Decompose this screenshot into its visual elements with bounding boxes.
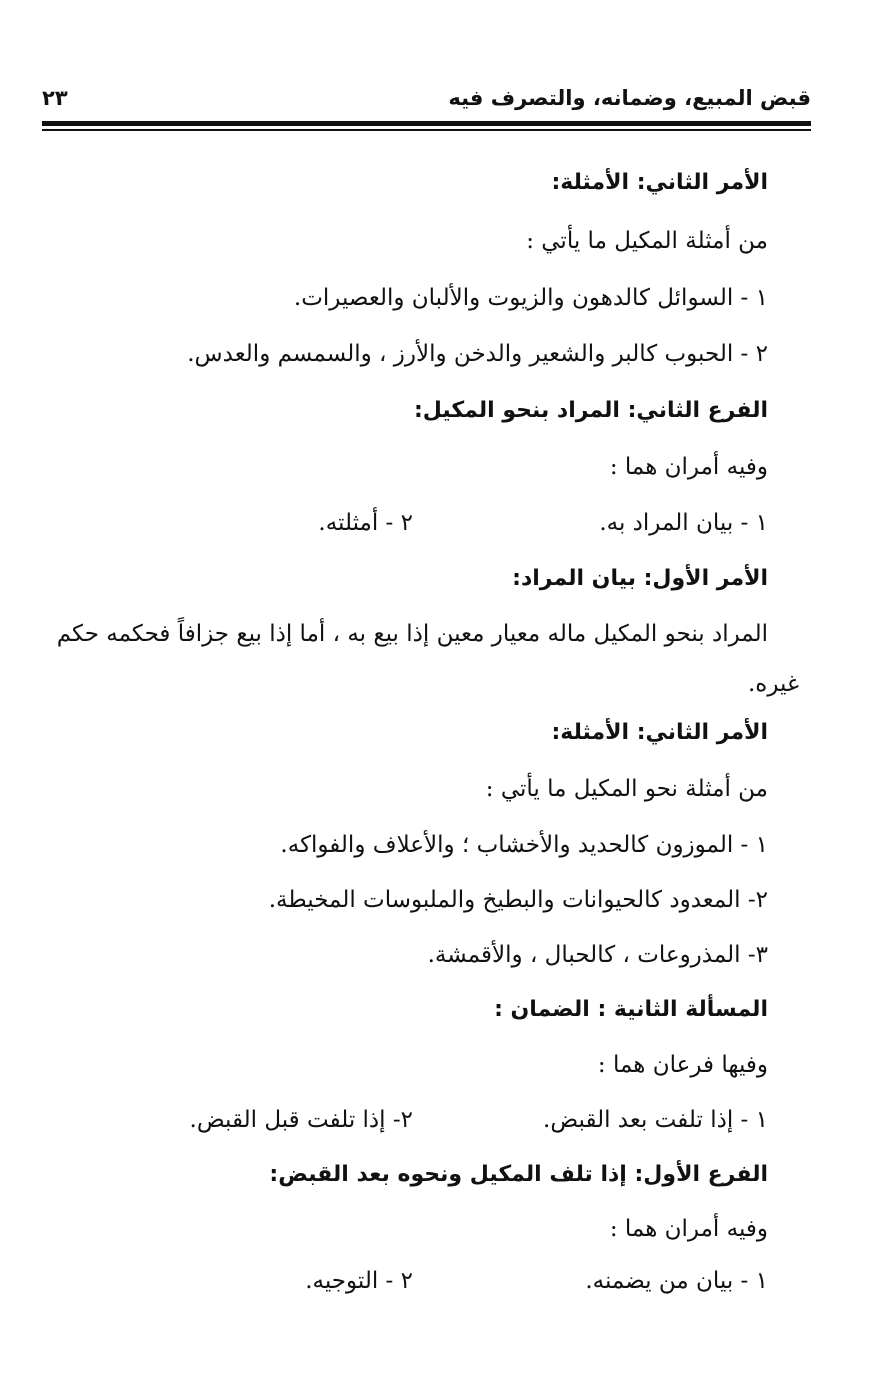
intro-line-measured-examples: من أمثلة المكيل ما يأتي :	[526, 228, 768, 254]
heading-second-issue: المسألة الثانية : الضمان :	[494, 997, 768, 1022]
intro-two-matters-2: وفيه أمران هما :	[609, 1216, 768, 1242]
page-number: ٢٣	[42, 86, 68, 110]
intro-two-branches: وفيها فرعان هما :	[597, 1052, 768, 1078]
header-rule-thick	[42, 121, 811, 126]
running-title: قبض المبيع، وضمانه، والتصرف فيه	[448, 86, 811, 110]
item-before-possession: ٢- إذا تلفت قبل القبض.	[189, 1107, 413, 1133]
heading-examples-1: الأمر الثاني: الأمثلة:	[551, 170, 768, 195]
heading-examples-2: الأمر الثاني: الأمثلة:	[551, 720, 768, 745]
item-examples: ٢ - أمثلته.	[318, 510, 413, 536]
list-item-weighed: ١ - الموزون كالحديد والأخشاب ؛ والأعلاف والفواكه.	[280, 832, 768, 858]
intro-two-matters: وفيه أمران هما :	[609, 454, 768, 480]
list-item-measured-by-length: ٣- المذروعات ، كالحبال ، والأقمشة.	[427, 942, 768, 968]
item-justification: ٢ - التوجيه.	[305, 1268, 413, 1294]
list-item-counted: ٢- المعدود كالحيوانات والبطيخ والملبوسات المخيطة.	[268, 887, 768, 913]
item-after-possession: ١ - إذا تلفت بعد القبض.	[543, 1107, 768, 1133]
heading-branch-one: الفرع الأول: إذا تلف المكيل ونحوه بعد القبض:	[269, 1162, 768, 1187]
item-who-guarantees: ١ - بيان من يضمنه.	[585, 1268, 768, 1294]
heading-branch-two: الفرع الثاني: المراد بنحو المكيل:	[413, 398, 768, 423]
intro-line-similar-examples: من أمثلة نحو المكيل ما يأتي :	[485, 776, 768, 802]
list-item-liquids: ١ - السوائل كالدهون والزيوت والألبان والعصيرات.	[293, 285, 768, 311]
heading-first-matter: الأمر الأول: بيان المراد:	[512, 566, 768, 591]
list-item-grains: ٢ - الحبوب كالبر والشعير والدخن والأرز ، والسمسم والعدس.	[187, 341, 768, 367]
header-rule-thin	[42, 129, 811, 131]
item-meaning: ١ - بيان المراد به.	[599, 510, 768, 536]
paragraph-definition-end: غيره.	[747, 671, 799, 697]
paragraph-definition: المراد بنحو المكيل ماله معيار معين إذا بيع به ، أما إذا بيع جزافاً فحكمه حكم	[56, 621, 768, 647]
